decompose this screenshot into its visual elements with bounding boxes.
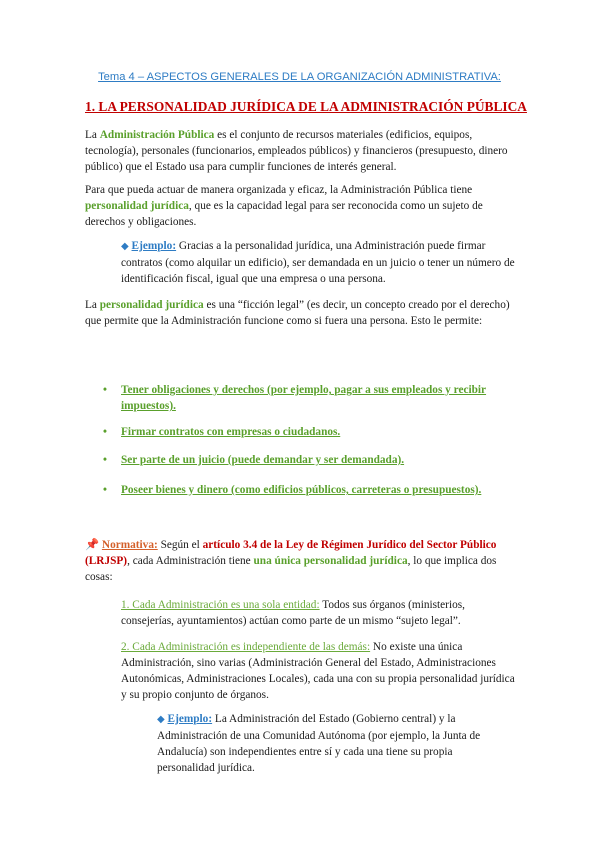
text: es el conjunto de recursos materiales (edificios, equipos, tecnología), personales (funcionarios, empleados públicos) y financieros (presupuesto, dinero público) que el Estado usa para cumplir funciones de interés general. [85, 129, 508, 173]
diamond-icon: ◆ [157, 714, 165, 725]
point-1 [121, 597, 516, 629]
text: La [85, 299, 100, 311]
example-text: Gracias a la personalidad jurídica, una Administración puede firmar contratos (como alquilar un edificio), ser demandada en un juicio o tener un número de identificación fiscal, igual que una empresa o una persona. [121, 240, 515, 285]
normativa-label: Normativa: [101, 539, 158, 551]
bullet-icon: • [103, 484, 107, 496]
bullet-icon: • [103, 426, 107, 438]
term-personalidad-2: personalidad jurídica [99, 299, 204, 311]
text: Para que pueda actuar de manera organizada y eficaz, la Administración Pública tiene [85, 184, 473, 196]
text: , cada Administración tiene [127, 555, 254, 567]
term-administracion: Administración Pública [99, 129, 215, 141]
paragraph-normativa [85, 537, 515, 585]
bullet-icon: • [103, 384, 107, 396]
paragraph-ficcion [85, 297, 515, 329]
text: Según el [157, 539, 203, 551]
text: es una “ficción legal” (es decir, un concepto creado por el derecho) que permite que la Administración funcione como si fuera una persona. Esto le permite: [85, 299, 510, 327]
point-1-text: Todos sus órganos (ministerios, consejerías, ayuntamientos) actúan como parte de un mismo “sujeto legal”. [121, 599, 465, 627]
text: , lo que implica dos cosas: [85, 555, 497, 583]
document-page: Tema 4 – ASPECTOS GENERALES DE LA ORGANIZACIÓN ADMINISTRATIVA: 1. LA PERSONALIDAD JURÍDICA DE LA ADMINISTRACIÓN PÚBLICA La Administración Pública es el conjunto de recursos materiales (edificios, equipos, tecnología), personales (funcionarios, empleados públicos) y financieros (presupuesto, dinero público) que el Estado usa para cumplir funciones de interés general. Para que pueda actuar de manera organizada y eficaz, la Administración Pública tiene personalidad jurídica, que es la capacidad legal para ser reconocida como un sujeto de derechos y obligaciones. ◆ Ejemplo: Gracias a la personalidad jurídica, una Administración puede firmar contratos (como alquilar un edificio), ser demandada en un juicio o tener un número de identificación fiscal, igual que una empresa o una persona. La personalidad jurídica es una “ficción legal” (es decir, un concepto creado por el derecho) que permite que la Administración funcione como si fuera una persona. Esto le permite: • Tener obligaciones y derechos (por ejemplo, pagar a sus empleados y recibir impuestos). • Firmar contratos con empresas o ciudadanos. • Ser parte de un juicio (puede demandar y ser demandada). • Poseer bienes y dinero (como edificios públicos, carreteras o presupuestos). 📌 Normativa: Según el artículo 3.4 de la Ley de Régimen Jurídico del Sector Público (LRJSP), cada Administración tiene una única personalidad jurídica, lo que implica dos cosas: 1. Cada Administración es una sola entidad: Todos sus órganos (ministerios, consejerías, ayuntamientos) actúan como parte de un mismo “sujeto legal”. 2. Cada Administración es independiente de las demás: No existe una única Administración, sino varias (Administración General del Estado, Administraciones Autonómicas, Administraciones Locales), cada una con su propia personalidad jurídica y su propio conjunto de órganos. ◆ Ejemplo: La Administración del Estado (Gobierno central) y la Administración de una Comunidad Autónoma (por ejemplo, la Junta de Andalucía) son independientes entre sí y cada una tiene su propia personalidad jurídica. [0, 0, 599, 848]
point-2-label: 2. Cada Administración es independiente de las demás: [121, 641, 371, 653]
text: , que es la capacidad legal para ser reconocida como un sujeto de derechos y obligaciones. [85, 200, 483, 228]
term-personalidad: personalidad jurídica [85, 200, 189, 212]
paragraph-personalidad [85, 182, 515, 230]
pushpin-icon: 📌 [85, 539, 100, 551]
example-label: Ejemplo: [131, 240, 177, 252]
bullet-icon: • [103, 454, 107, 466]
paragraph-intro [85, 127, 515, 175]
example-label: Ejemplo: [167, 713, 213, 725]
section-heading: 1. LA PERSONALIDAD JURÍDICA DE LA ADMINISTRACIÓN PÚBLICA [85, 99, 527, 114]
point-1-label: 1. Cada Administración es una sola entidad: [121, 599, 320, 611]
law-reference: artículo 3.4 de la Ley de Régimen Jurídico del Sector Público (LRJSP) [85, 539, 497, 567]
text: La [85, 129, 100, 141]
page-title: Tema 4 – ASPECTOS GENERALES DE LA ORGANIZACIÓN ADMINISTRATIVA: [98, 71, 501, 83]
point-2 [121, 639, 516, 703]
example-block-1 [121, 238, 516, 287]
point-2-text: No existe una única Administración, sino varias (Administración General del Estado, Administraciones Autonómicas, Administraciones Locales), cada una con su propia personalidad jurídica y su propio conjunto de órganos. [121, 641, 515, 701]
example-block-2 [157, 711, 507, 776]
example-text: La Administración del Estado (Gobierno central) y la Administración de una Comunidad Autónoma (por ejemplo, la Junta de Andalucía) son independientes entre sí y cada una tiene su propia personalidad jurídica. [157, 713, 481, 774]
term-unica: una única personalidad jurídica [253, 555, 408, 567]
diamond-icon: ◆ [121, 241, 129, 252]
